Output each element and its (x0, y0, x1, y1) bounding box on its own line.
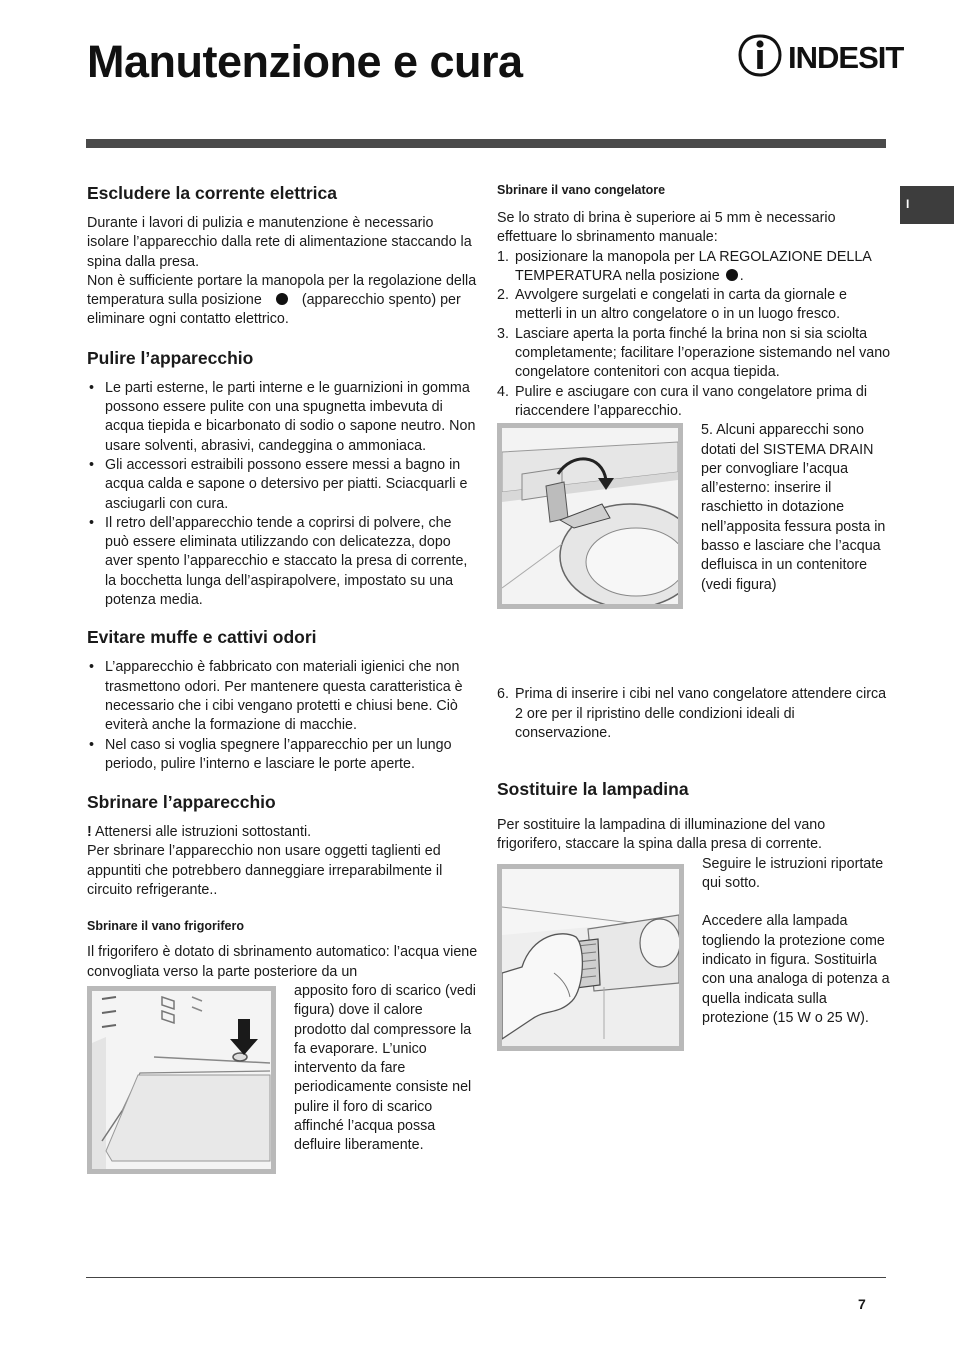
steps-list (497, 685, 892, 743)
page-number: 7 (858, 1296, 866, 1312)
list-item: • Le parti esterne, le parti interne e le guarnizioni in gomma possono essere pulite con una spugnetta imbevuta di acqua tiepida e bicarbonato di sodio o sapone neutro. Non usare solventi, abrasivi, candeggina o ammoniaca. (87, 379, 479, 456)
paragraph: Durante i lavori di pulizia e manutenzione è necessario isolare l’apparecchio dalla rete di alimentazione staccando la spina dalla presa. (87, 215, 472, 270)
list-item (497, 383, 892, 422)
paragraph: Se lo strato di brina è superiore ai 5 mm è necessario effettuare lo sbrinamento manuale: (497, 210, 836, 246)
paragraph: Seguire le istruzioni riportate qui sotto. (702, 855, 884, 892)
bulb-replacement-figure (497, 864, 684, 1051)
list-item: • L’apparecchio è fabbricato con materiali igienici che non trasmettono odori. Per mantenere questa caratteristica è necessario che i cibi vengano protetti e chiusi bene. Ciò eviterà anche la formazione di macchie. (87, 658, 479, 735)
section-heading: Escludere la corrente elettrica (87, 183, 337, 203)
step-text: Prima di inserire i cibi nel vano congelatore attendere circa 2 ore per il ripristino delle condizioni ideali di conservazione. (515, 686, 887, 741)
paragraph (87, 272, 479, 330)
bullet-list (87, 379, 479, 611)
step-number: 6. (497, 686, 509, 703)
list-item (497, 685, 892, 743)
fridge-drain-illustration (92, 991, 271, 1169)
bulb-replacement-illustration (502, 869, 679, 1046)
paragraph: 5. Alcuni apparecchi sono dotati del SISTEMA DRAIN per convogliare l’acqua all’esterno: inserire il raschietto in dotazione nell’apposita fessura posta in basso e lasciare che l’acqua defluisca in un contenitore (vedi figura) (701, 422, 886, 593)
sub-heading: Sbrinare il vano frigorifero (87, 919, 244, 934)
paragraph: apposito foro di scarico (vedi figura) dove il calore prodotto dal compressore la fa evaporare. L’unico intervento da fare periodicamente consiste nel pulire il foro di scarico affinché l’acqua possa defluire liberamente. (294, 982, 476, 1154)
bullet-list (87, 658, 479, 774)
section-cleaning (87, 347, 479, 611)
warning-mark: ! (87, 824, 92, 841)
sub-heading: Sbrinare il vano congelatore (497, 183, 666, 197)
language-tab[interactable]: I (900, 186, 954, 224)
step-text: Pulire e asciugare con cura il vano congelatore prima di riaccendere l’apparecchio. (515, 383, 868, 419)
section-freezer-defrost (497, 182, 892, 743)
brand-name: INDESIT (788, 40, 904, 75)
section-heading: Sostituire la lampadina (497, 779, 689, 800)
list-item: • Gli accessori estraibili possono essere messi a bagno in acqua calda e sapone o detersivo per piatti. Sciacquarli e asciugarli con cura. (87, 456, 479, 514)
list-item: • Nel caso si voglia spegnere l’apparecchio per un lungo periodo, pulire l’interno e lasciare le porte aperte. (87, 736, 479, 775)
drain-figure-block (497, 421, 892, 609)
freezer-drain-illustration (502, 428, 678, 604)
position-dot-icon (726, 269, 738, 281)
section-replace-bulb (497, 778, 892, 1028)
step-text: Avvolgere surgelati e congelati in carta da giornale e metterli in un altro congelatore o in un luogo fresco. (515, 287, 847, 323)
section-defrost (87, 791, 479, 1155)
page-title: Manutenzione e cura (87, 36, 523, 87)
list-item: • Il retro dell’apparecchio tende a coprirsi di polvere, che può essere eliminata utilizzando con delicatezza, dopo aver spento l’apparecchio e staccato la presa di corrente, la bocchetta lunga dell’aspirapolvere, impostato su una potenza media. (87, 514, 479, 610)
freezer-drain-figure (497, 423, 683, 609)
step-number: 3. (497, 325, 509, 342)
paragraph: Accedere alla lampada togliendo la protezione come indicato in figura. Sostituirla con una analoga di potenza a quella indicata sulla protezione (15 W o 25 W). (702, 913, 890, 1026)
paragraph: Per sbrinare l’apparecchio non usare oggetti taglienti ed appuntiti che potrebbero danneggiare irreparabilmente il circuito refrigerante.. (87, 843, 443, 899)
steps-list (497, 248, 892, 422)
section-heading: Evitare muffe e cattivi odori (87, 627, 317, 648)
paragraph: Per sostituire la lampadina di illuminazione del vano frigorifero, staccare la spina dalla presa di corrente. (497, 817, 826, 853)
off-position-dot-icon (276, 293, 288, 305)
paragraph-text: (apparecchio spento) per eliminare ogni contatto elettrico. (87, 292, 461, 328)
list-item: 1. posizionare la manopola per LA REGOLAZIONE DELLA TEMPERATURA nella posizione . (497, 248, 872, 284)
footer-rule (86, 1277, 886, 1278)
list-item (497, 286, 892, 325)
fridge-drain-figure (87, 986, 276, 1174)
step-number: 2. (497, 287, 509, 304)
header-rule (86, 139, 886, 148)
section-heading: Sbrinare l’apparecchio (87, 792, 276, 813)
warning-text: Attenersi alle istruzioni sottostanti. (94, 824, 312, 841)
section-heading: Pulire l’apparecchio (87, 347, 254, 368)
bulb-figure-block (497, 855, 892, 1028)
warning-note (87, 823, 479, 842)
step-number: 1. (497, 248, 509, 265)
step-number: 4. (497, 383, 509, 400)
paragraph: Il frigorifero è dotato di sbrinamento automatico: l’acqua viene convogliata verso la parte posteriore da un (87, 944, 478, 980)
paragraph-text: Non è sufficiente portare la manopola per la regolazione della temperatura sulla posizione (87, 272, 477, 309)
left-column (87, 182, 479, 1174)
right-column (497, 182, 892, 1051)
step-text: Lasciare aperta la porta finché la brina non si sia sciolta completamente; facilitare l’operazione sistemando nel vano congelatore contenitori con acqua tiepida. (515, 325, 891, 381)
list-item (497, 325, 892, 383)
step-text: posizionare la manopola per LA REGOLAZIONE DELLA TEMPERATURA nella posizione (515, 248, 872, 284)
section-mould-odours (87, 626, 479, 774)
section-power-off (87, 182, 479, 330)
